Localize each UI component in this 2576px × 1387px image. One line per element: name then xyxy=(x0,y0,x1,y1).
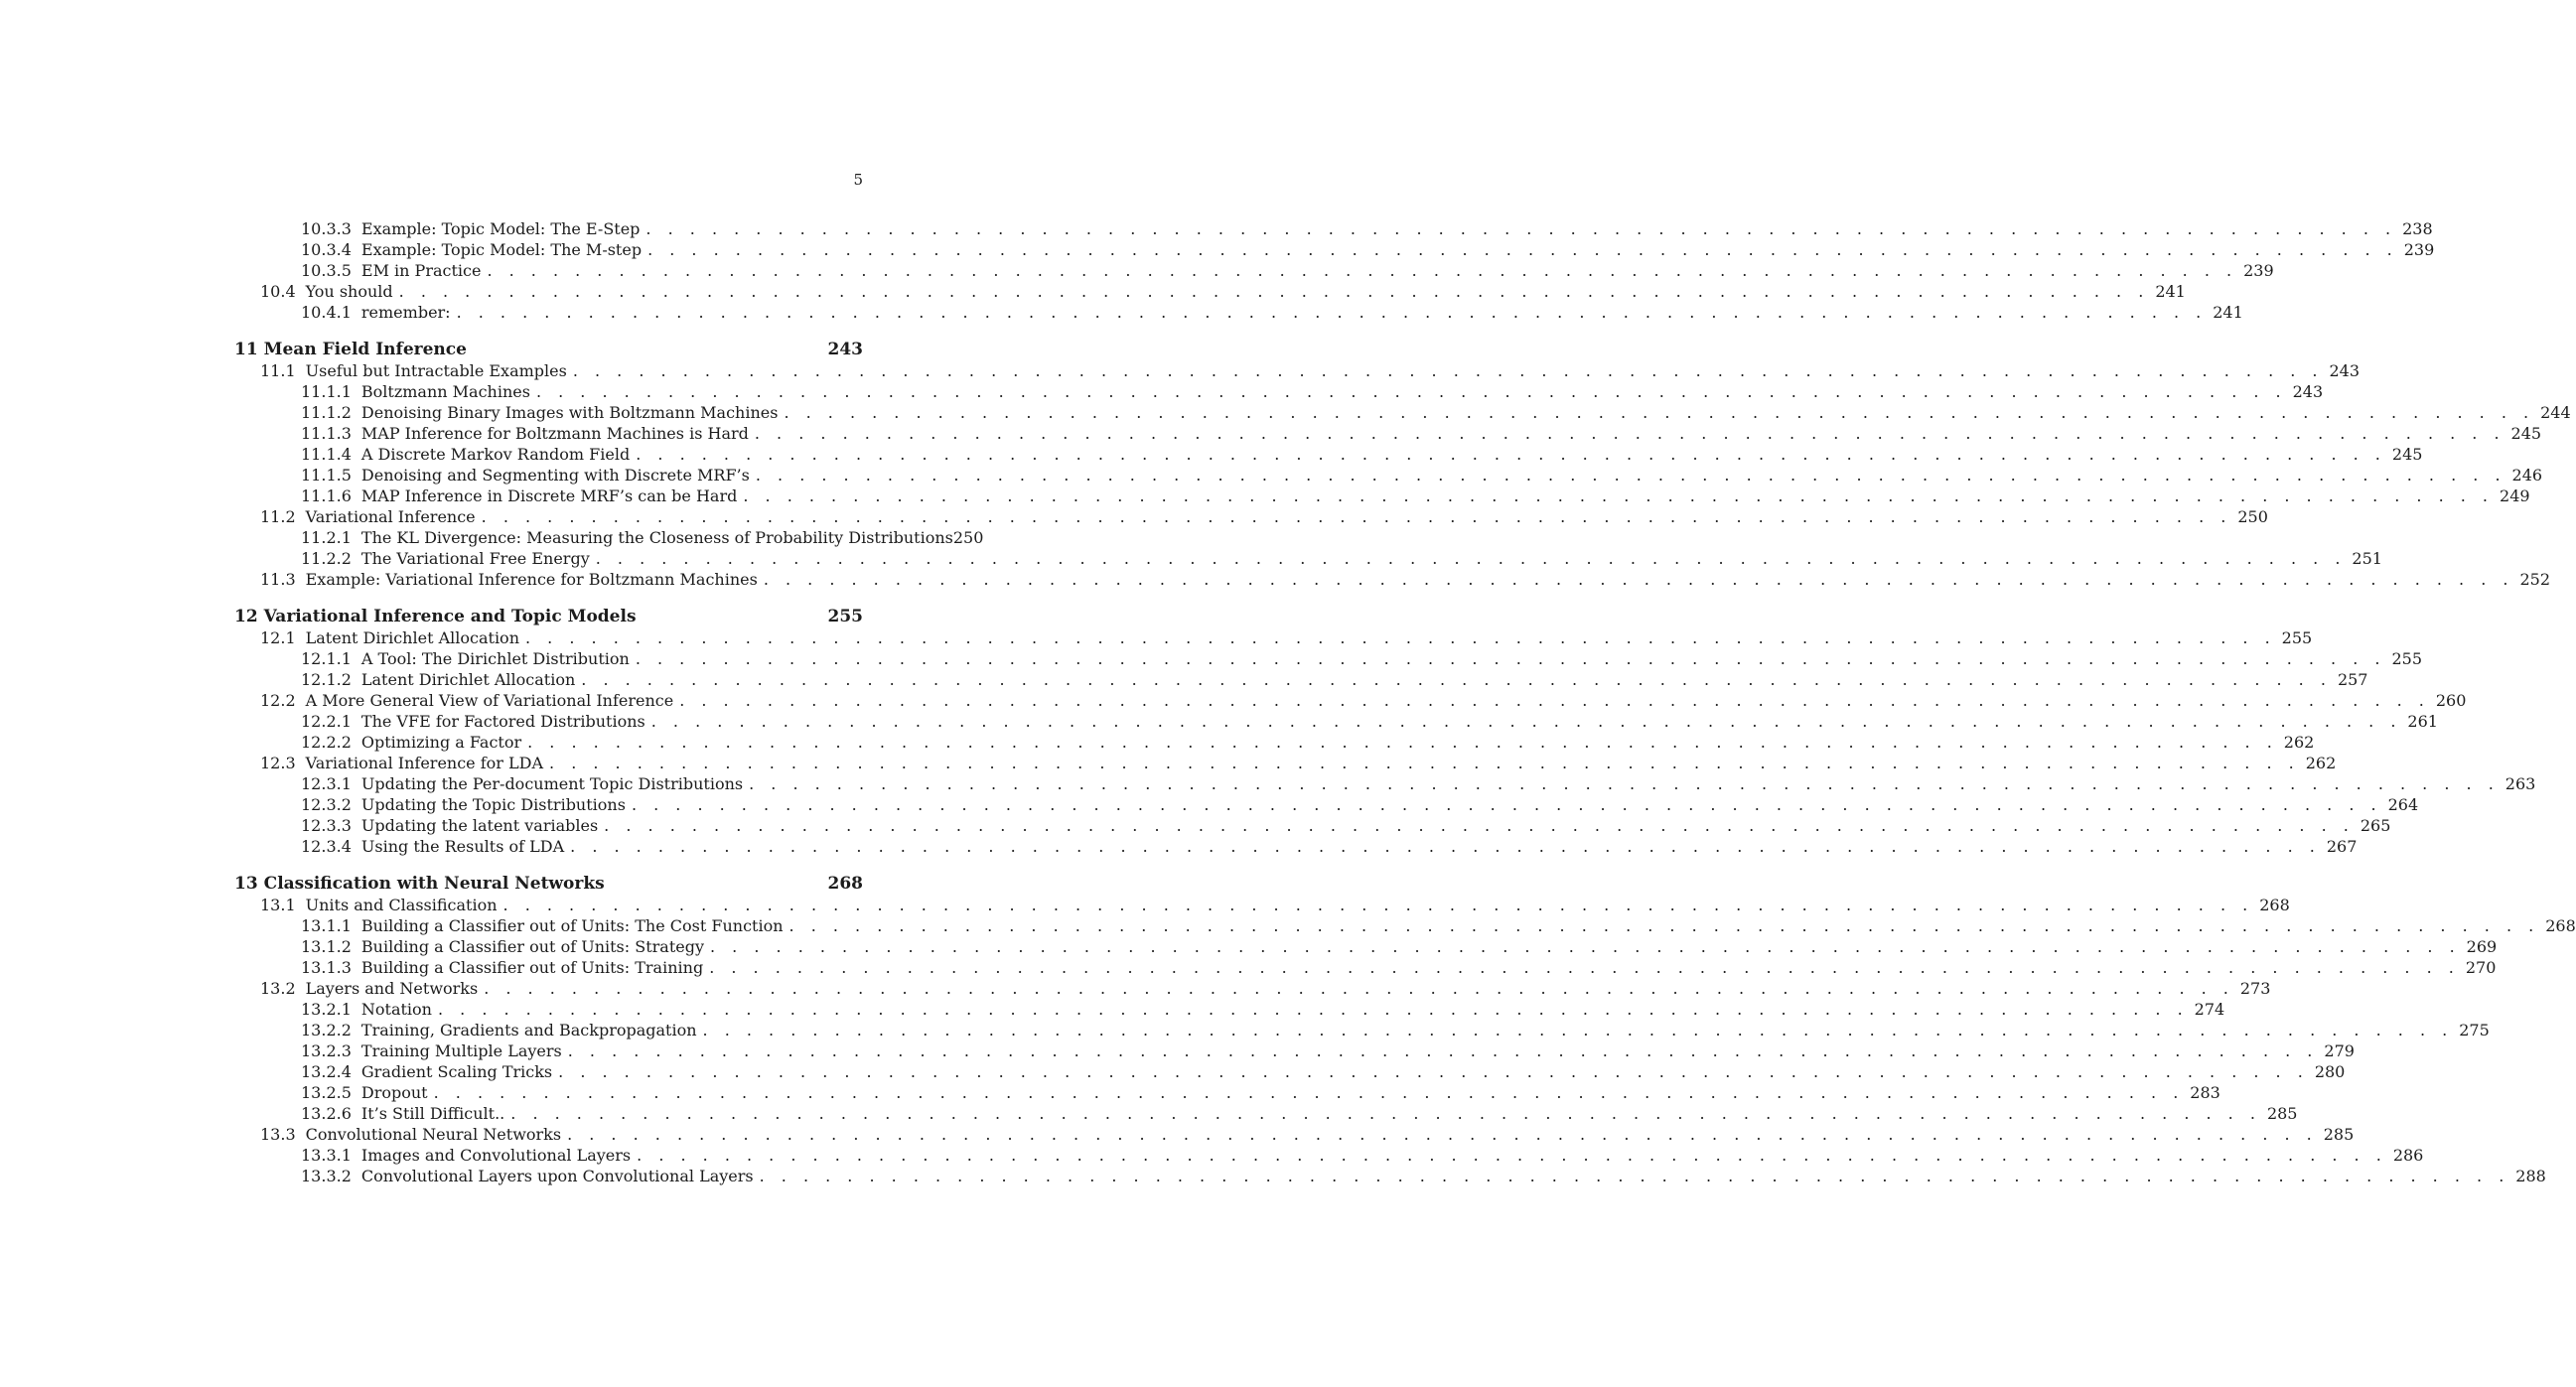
toc-entry-title: Convolutional Layers upon Convolutional Layers xyxy=(360,1167,754,1185)
toc-dot-leader: . . . . . . . . . . . . . . . . . . . . . . . . . . . . . . . . . . . . . . . . . . . . . . . . . . . . . . . . . . . . . . . . . . . . . . . . . . . . . . . . xyxy=(647,240,2398,259)
toc-dot-leader: . . . . . . . . . . . . . . . . . . . . . . . . . . . . . . . . . . . . . . . . . . . . . . . . . . . . . . . . . . . . . . . . . . . . . . . . . . . . . . . . xyxy=(636,445,2386,464)
toc-entry-page: 262 xyxy=(2283,733,2315,752)
toc-subsection[interactable] xyxy=(301,794,2419,815)
toc-entry-page: 262 xyxy=(2305,754,2337,772)
toc-entry-number: 13.2.3 xyxy=(301,1041,352,1060)
toc-subsection[interactable] xyxy=(301,957,2497,978)
toc-entry-page: 273 xyxy=(2239,979,2271,998)
toc-subsection[interactable] xyxy=(301,1166,2546,1186)
toc-entry-page: 275 xyxy=(2459,1021,2490,1040)
toc-subsection[interactable] xyxy=(301,1082,2220,1103)
toc-entry-number: 10.3.3 xyxy=(301,219,352,238)
toc-subsection[interactable] xyxy=(301,527,983,548)
toc-subsection[interactable] xyxy=(301,915,2576,936)
toc-entry-page: 274 xyxy=(2194,1000,2225,1019)
toc-entry-title: EM in Practice xyxy=(360,261,482,280)
toc-entry-number: 13.2.4 xyxy=(301,1062,352,1081)
toc-entry-number: 11.1.1 xyxy=(301,382,352,401)
toc-subsection[interactable] xyxy=(301,711,2438,732)
toc-entry-title: Variational Inference for LDA xyxy=(305,754,544,772)
toc-entry-page: 286 xyxy=(2392,1146,2424,1165)
toc-entry-number: 12.1.2 xyxy=(301,670,352,689)
toc-entry-title: Denoising Binary Images with Boltzmann Machines xyxy=(360,403,779,422)
toc-dot-leader: . . . . . . . . . . . . . . . . . . . . . . . . . . . . . . . . . . . . . . . . . . . . . . . . . . . . . . . . . . . . . . . . . . . . . . . . . . . . . . . . xyxy=(743,486,2495,505)
toc-entry-page: 244 xyxy=(2540,403,2571,422)
toc-entry-page: 263 xyxy=(2504,774,2536,793)
toc-entry-page: 268 xyxy=(2259,896,2290,914)
toc-dot-leader: . . . . . . . . . . . . . . . . . . . . . . . . . . . . . . . . . . . . . . . . . . . . . . . . . . . . . . . . . . . . . . . . . . . . . . . . . . . . . . . . xyxy=(502,896,2254,914)
toc-dot-leader: . . . . . . . . . . . . . . . . . . . . . . . . . . . . . . . . . . . . . . . . . . . . . . . . . . . . . . . . . . . . . . . . . . . . . . . . . . . . . . . . xyxy=(784,403,2535,422)
toc-subsection[interactable] xyxy=(301,381,2324,402)
toc-entry-page: 283 xyxy=(2190,1083,2220,1102)
toc-entry-page: 243 xyxy=(827,340,863,359)
toc-entry-title: Images and Convolutional Layers xyxy=(360,1146,632,1165)
toc-entry-title: Dropout xyxy=(360,1083,428,1102)
toc-entry-number: 13.1.3 xyxy=(301,958,352,977)
toc-dot-leader: . . . . . . . . . . . . . . . . . . . . . . . . . . . . . . . . . . . . . . . . . . . . . . . . . . . . . . . . . . . . . . . . . . . . . . . . . . . . . . . . xyxy=(763,570,2514,589)
toc-entry-number: 13.3.1 xyxy=(301,1146,352,1165)
toc-entry-title: Convolutional Neural Networks xyxy=(305,1125,562,1144)
toc-entry-page: 250 xyxy=(2237,507,2268,526)
toc-entry-page: 255 xyxy=(827,607,863,626)
toc-entry-title: Variational Inference xyxy=(305,507,476,526)
toc-entry-title: Updating the Topic Distributions xyxy=(360,795,626,814)
toc-entry-title: Optimizing a Factor xyxy=(360,733,522,752)
toc-entry-page: 252 xyxy=(2519,570,2551,589)
toc-entry-title: Example: Topic Model: The M-step xyxy=(360,240,643,259)
toc-entry-title: The KL Divergence: Measuring the Closeness of Probability Distributions xyxy=(360,528,953,547)
toc-entry-title: Variational Inference and Topic Models xyxy=(263,607,637,626)
toc-subsection[interactable] xyxy=(301,465,2543,485)
toc-section[interactable] xyxy=(260,569,2551,590)
toc-entry-title: Units and Classification xyxy=(305,896,498,914)
toc-entry-title: The VFE for Factored Distributions xyxy=(360,712,645,731)
toc-subsection[interactable] xyxy=(301,444,2423,465)
toc-dot-leader: . . . . . . . . . . . . . . . . . . . . . . . . . . . . . . . . . . . . . . . . . . . . . . . . . . . . . . . . . . . . . . . . . . . . . . . . . . . . . . . . xyxy=(754,424,2505,443)
toc-subsection[interactable] xyxy=(301,1145,2424,1166)
toc-subsection[interactable] xyxy=(301,999,2225,1020)
toc-section[interactable] xyxy=(260,360,2361,381)
toc-subsection[interactable] xyxy=(301,936,2498,957)
toc-dot-leader: . . . . . . . . . . . . . . . . . . . . . . . . . . . . . . . . . . . . . . . . . . . . . . . . . . . . . . . . . . . . . . . . . . . . . . . . . . . . . . . . xyxy=(567,1041,2319,1060)
toc-subsection[interactable] xyxy=(301,260,2274,281)
toc-dot-leader: . . . . . . . . . . . . . . . . . . . . . . . . . . . . . . . . . . . . . . . . . . . . . . . . . . . . . . . . . . . . . . . . . . . . . . . . . . . . . . . . xyxy=(572,361,2324,380)
toc-entry-page: 241 xyxy=(2155,282,2186,301)
toc-entry-title: Mean Field Inference xyxy=(263,340,467,359)
toc-subsection[interactable] xyxy=(301,1040,2355,1061)
toc-dot-leader: . . . . . . . . . . . . . . . . . . . . . . . . . . . . . . . . . . . . . . . . . . . . . . . . . . . . . . . . . . . . . . . . . . . . . . . . . . . . . . . . xyxy=(679,691,2430,710)
toc-entry-number: 12.1.1 xyxy=(301,649,352,668)
toc-dot-leader: . . . . . . . . . . . . . . . . . . . . . . . . . . . . . . . . . . . . . . . . . . . . . . . . . . . . . . . . . . . . . . . . . . . . . . . . . . . . . . . . xyxy=(635,649,2386,668)
toc-entry-title: remember: xyxy=(360,303,451,322)
toc-entry-page: 268 xyxy=(827,874,863,894)
toc-entry-page: 243 xyxy=(2292,382,2324,401)
toc-entry-number: 12.3.2 xyxy=(301,795,352,814)
toc-entry-number: 12.2.1 xyxy=(301,712,352,731)
toc-dot-leader: . . . . . . . . . . . . . . . . . . . . . . . . . . . . . . . . . . . . . . . . . . . . . . . . . . . . . . . . . . . . . . . . . . . . . . . . . . . . . . . . xyxy=(527,733,2278,752)
toc-entry-page: 285 xyxy=(2323,1125,2355,1144)
toc-entry-title: MAP Inference for Boltzmann Machines is Hard xyxy=(360,424,749,443)
toc-entry-number: 13.2.6 xyxy=(301,1104,352,1123)
toc-entry-title: Latent Dirichlet Allocation xyxy=(360,670,576,689)
toc-subsection[interactable] xyxy=(301,669,2368,690)
toc-entry-title: The Variational Free Energy xyxy=(360,549,590,568)
toc-subsection[interactable] xyxy=(301,773,2536,794)
toc-entry-page: 260 xyxy=(2435,691,2467,710)
toc-entry-number: 13.2.2 xyxy=(301,1021,352,1040)
toc-subsection[interactable] xyxy=(301,1061,2346,1082)
toc-entry-page: 239 xyxy=(2243,261,2274,280)
toc-dot-leader: . . . . . . . . . . . . . . . . . . . . . . . . . . . . . . . . . . . . . . . . . . . . . . . . . . . . . . . . . . . . . . . . . . . . . . . . . . . . . . . . xyxy=(487,261,2238,280)
toc-entry-title: Layers and Networks xyxy=(305,979,479,998)
toc-chapter[interactable] xyxy=(234,340,863,360)
toc-dot-leader: . . . . . . . . . . . . . . . . . . . . . . . . . . . . . . . . . . . . . . . . . . . . . . . . . . . . . . . . . . . . . . . . . . . . . . . . . . . . . . . . xyxy=(481,507,2232,526)
toc-entry-page: 243 xyxy=(2329,361,2361,380)
toc-dot-leader: . . . . . . . . . . . . . . . . . . . . . . . . . . . . . . . . . . . . . . . . . . . . . . . . . . . . . . . . . . . . . . . . . . . . . . . . . . . . . . . . xyxy=(755,466,2506,485)
toc-entry-number: 13.1 xyxy=(260,896,296,914)
toc-entry-page: 239 xyxy=(2403,240,2435,259)
toc-dot-leader: . . . . . . . . . . . . . . . . . . . . . . . . . . . . . . . . . . . . . . . . . . . . . . . . . . . . . . . . . . . . . . . . . . . . . . . . . . . . . . . . xyxy=(433,1083,2185,1102)
toc-entry-page: 268 xyxy=(2545,916,2576,935)
toc-dot-leader: . . . . . . . . . . . . . . . . . . . . . . . . . . . . . . . . . . . . . . . . . . . . . . . . . . . . . . . . . . . . . . . . . . . . . . . . . . . . . . . . xyxy=(595,549,2347,568)
toc-entry-title: Training Multiple Layers xyxy=(360,1041,562,1060)
toc-entry-number: 12.3.3 xyxy=(301,816,352,835)
toc-entry-number: 12.2.2 xyxy=(301,733,352,752)
toc-entry-number: 10.3.4 xyxy=(301,240,352,259)
toc-entry-page: 279 xyxy=(2324,1041,2355,1060)
toc-entry-title: MAP Inference in Discrete MRF’s can be Hard xyxy=(360,486,738,505)
toc-subsection[interactable] xyxy=(301,485,2530,506)
toc-entry-title: Building a Classifier out of Units: Training xyxy=(360,958,704,977)
toc-dot-leader: . . . . . . . . . . . . . . . . . . . . . . . . . . . . . . . . . . . . . . . . . . . . . . . . . . . . . . . . . . . . . . . . . . . . . . . . . . . . . . . . xyxy=(456,303,2208,322)
toc-entry-number: 11.1 xyxy=(260,361,296,380)
toc-entry-page: 257 xyxy=(2337,670,2368,689)
toc-subsection[interactable] xyxy=(301,218,2433,239)
toc-entry-number: 11.1.2 xyxy=(301,403,352,422)
toc-entry-number: 12 xyxy=(234,607,258,626)
toc-entry-title: Using the Results of LDA xyxy=(360,837,565,856)
toc-entry-number: 12.3.4 xyxy=(301,837,352,856)
toc-entry-title: Gradient Scaling Tricks xyxy=(360,1062,553,1081)
toc-entry-title: Updating the Per-document Topic Distributions xyxy=(360,774,744,793)
toc-entry-page: 255 xyxy=(2391,649,2423,668)
toc-dot-leader: . . . . . . . . . . . . . . . . . . . . . . . . . . . . . . . . . . . . . . . . . . . . . . . . . . . . . . . . . . . . . . . . . . . . . . . . . . . . . . . . xyxy=(398,282,2150,301)
toc-entry-page: 265 xyxy=(2360,816,2391,835)
toc-subsection[interactable] xyxy=(301,239,2435,260)
toc-subsection[interactable] xyxy=(301,1103,2298,1124)
toc-entry-number: 11 xyxy=(234,340,258,359)
toc-chapter[interactable] xyxy=(234,607,863,627)
toc-entry-number: 12.1 xyxy=(260,628,296,647)
toc-dot-leader: . . . . . . . . . . . . . . . . . . . . . . . . . . . . . . . . . . . . . . . . . . . . . . . . . . . . . . . . . . . . . . . . . . . . . . . . . . . . . . . . xyxy=(702,1021,2454,1040)
toc-section[interactable] xyxy=(260,506,2268,527)
page-number: 5 xyxy=(853,171,863,189)
toc-entry-number: 12.3 xyxy=(260,754,296,772)
toc-entry-title: Example: Topic Model: The E-Step xyxy=(360,219,641,238)
toc-entry-page: 269 xyxy=(2466,937,2498,956)
toc-entry-title: Latent Dirichlet Allocation xyxy=(305,628,519,647)
toc-entry-number: 10.4 xyxy=(260,282,296,301)
toc-entry-title: Training, Gradients and Backpropagation xyxy=(360,1021,697,1040)
toc-entry-number: 13.1.2 xyxy=(301,937,352,956)
toc-entry-number: 10.4.1 xyxy=(301,303,352,322)
toc-entry-number: 13.3 xyxy=(260,1125,296,1144)
toc-section[interactable] xyxy=(260,978,2271,999)
toc-entry-number: 11.2.2 xyxy=(301,549,352,568)
toc-entry-number: 11.1.5 xyxy=(301,466,352,485)
toc-entry-number: 11.2.1 xyxy=(301,528,352,547)
toc-entry-title: Updating the latent variables xyxy=(360,816,599,835)
toc-entry-page: 238 xyxy=(2402,219,2433,238)
toc-entry-page: 270 xyxy=(2465,958,2497,977)
toc-subsection[interactable] xyxy=(301,732,2315,753)
toc-section[interactable] xyxy=(260,1124,2355,1145)
toc-entry-page: 245 xyxy=(2391,445,2423,464)
toc-dot-leader: . . . . . . . . . . . . . . . . . . . . . . . . . . . . . . . . . . . . . . . . . . . . . . . . . . . . . . . . . . . . . . . . . . . . . . . . . . . . . . . . xyxy=(637,1146,2387,1165)
toc-entry-title: Classification with Neural Networks xyxy=(263,874,605,894)
toc-dot-leader: . . . . . . . . . . . . . . . . . . . . . . . . . . . . . . . . . . . . . . . . . . . . . . . . . . . . . . . . . . . . . . . . . . . . . . . . . . . . . . . . xyxy=(645,219,2397,238)
toc-dot-leader: . . . . . . . . . . . . . . . . . . . . . . . . . . . . . . . . . . . . . . . . . . . . . . . . . . . . . . . . . . . . . . . . . . . . . . . . . . . . . . . . xyxy=(650,712,2402,731)
toc-section[interactable] xyxy=(260,627,2313,648)
toc-subsection[interactable] xyxy=(301,1020,2490,1040)
toc-subsection[interactable] xyxy=(301,402,2571,423)
toc-entry-page: 288 xyxy=(2515,1167,2546,1185)
toc-entry-title: Example: Variational Inference for Boltzmann Machines xyxy=(305,570,758,589)
toc-entry-page: 246 xyxy=(2511,466,2543,485)
toc-subsection[interactable] xyxy=(301,648,2423,669)
toc-dot-leader: . . . . . . . . . . . . . . . . . . . . . . . . . . . . . . . . . . . . . . . . . . . . . . . . . . . . . . . . . . . . . . . . . . . . . . . . . . . . . . . . xyxy=(710,937,2461,956)
toc-entry-number: 13.3.2 xyxy=(301,1167,352,1185)
toc-entry-number: 12.2 xyxy=(260,691,296,710)
toc-subsection[interactable] xyxy=(301,423,2542,444)
toc-entry-title: Denoising and Segmenting with Discrete MRF’s xyxy=(360,466,750,485)
toc-dot-leader: . . . . . . . . . . . . . . . . . . . . . . . . . . . . . . . . . . . . . . . . . . . . . . . . . . . . . . . . . . . . . . . . . . . . . . . . . . . . . . . . xyxy=(709,958,2460,977)
toc-section[interactable] xyxy=(260,753,2337,773)
toc-entry-page: 251 xyxy=(2352,549,2382,568)
toc-entry-page: 245 xyxy=(2510,424,2542,443)
toc-entry-title: A Discrete Markov Random Field xyxy=(360,445,631,464)
toc-dot-leader: . . . . . . . . . . . . . . . . . . . . . . . . . . . . . . . . . . . . . . . . . . . . . . . . . . . . . . . . . . . . . . . . . . . . . . . . . . . . . . . . xyxy=(525,628,2276,647)
toc-dot-leader: . . . . . . . . . . . . . . . . . . . . . . . . . . . . . . . . . . . . . . . . . . . . . . . . . . . . . . . . . . . . . . . . . . . . . . . . . . . . . . . . xyxy=(535,382,2287,401)
toc-dot-leader: . . . . . . . . . . . . . . . . . . . . . . . . . . . . . . . . . . . . . . . . . . . . . . . . . . . . . . . . . . . . . . . . . . . . . . . . . . . . . . . . xyxy=(759,1167,2510,1185)
toc-entry-number: 13.1.1 xyxy=(301,916,352,935)
toc-entry-page: 285 xyxy=(2266,1104,2298,1123)
toc-entry-title: You should xyxy=(305,282,393,301)
toc-dot-leader: . . . . . . . . . . . . . . . . . . . . . . . . . . . . . . . . . . . . . . . . . . . . . . . . . . . . . . . . . . . . . . . . . . . . . . . . . . . . . . . . xyxy=(510,1104,2261,1123)
toc-entry-title: A Tool: The Dirichlet Distribution xyxy=(360,649,630,668)
toc-entry-title: Useful but Intractable Examples xyxy=(305,361,567,380)
toc-dot-leader: . . . . . . . . . . . . . . . . . . . . . . . . . . . . . . . . . . . . . . . . . . . . . . . . . . . . . . . . . . . . . . . . . . . . . . . . . . . . . . . . xyxy=(788,916,2540,935)
toc-entry-title: Building a Classifier out of Units: The Cost Function xyxy=(360,916,784,935)
toc-entry-page: 264 xyxy=(2387,795,2419,814)
toc-subsection[interactable] xyxy=(301,548,2382,569)
toc-entry-number: 11.1.4 xyxy=(301,445,352,464)
toc-dot-leader: . . . . . . . . . . . . . . . . . . . . . . . . . . . . . . . . . . . . . . . . . . . . . . . . . . . . . . . . . . . . . . . . . . . . . . . . . . . . . . . . xyxy=(437,1000,2189,1019)
toc-dot-leader: . . . . . . . . . . . . . . . . . . . . . . . . . . . . . . . . . . . . . . . . . . . . . . . . . . . . . . . . . . . . . . . . . . . . . . . . . . . . . . . . xyxy=(567,1125,2318,1144)
toc-entry-number: 11.1.6 xyxy=(301,486,352,505)
toc-entry-page: 261 xyxy=(2407,712,2438,731)
toc-entry-number: 11.3 xyxy=(260,570,296,589)
toc-entry-number: 13.2 xyxy=(260,979,296,998)
toc-chapter[interactable] xyxy=(234,874,863,895)
toc-section[interactable] xyxy=(260,690,2467,711)
toc-entry-number: 12.3.1 xyxy=(301,774,352,793)
toc-entry-number: 11.2 xyxy=(260,507,296,526)
toc-subsection[interactable] xyxy=(301,815,2391,836)
toc-dot-leader: . . . . . . . . . . . . . . . . . . . . . . . . . . . . . . . . . . . . . . . . . . . . . . . . . . . . . . . . . . . . . . . . . . . . . . . . . . . . . . . . xyxy=(631,795,2382,814)
toc-dot-leader: . . . . . . . . . . . . . . . . . . . . . . . . . . . . . . . . . . . . . . . . . . . . . . . . . . . . . . . . . . . . . . . . . . . . . . . . . . . . . . . . xyxy=(558,1062,2309,1081)
toc-dot-leader: . . . . . . . . . . . . . . . . . . . . . . . . . . . . . . . . . . . . . . . . . . . . . . . . . . . . . . . . . . . . . . . . . . . . . . . . . . . . . . . . xyxy=(549,754,2300,772)
toc-entry-page: 250 xyxy=(952,528,984,547)
toc-entry-number: 10.3.5 xyxy=(301,261,352,280)
toc-subsection[interactable] xyxy=(301,836,2358,857)
toc-entry-number: 13.2.5 xyxy=(301,1083,352,1102)
toc-entry-title: A More General View of Variational Inference xyxy=(305,691,674,710)
toc-entry-page: 255 xyxy=(2281,628,2313,647)
toc-entry-title: It’s Still Difficult.. xyxy=(360,1104,505,1123)
toc-entry-title: Boltzmann Machines xyxy=(360,382,530,401)
toc-dot-leader: . . . . . . . . . . . . . . . . . . . . . . . . . . . . . . . . . . . . . . . . . . . . . . . . . . . . . . . . . . . . . . . . . . . . . . . . . . . . . . . . xyxy=(570,837,2321,856)
toc-dot-leader: . . . . . . . . . . . . . . . . . . . . . . . . . . . . . . . . . . . . . . . . . . . . . . . . . . . . . . . . . . . . . . . . . . . . . . . . . . . . . . . . xyxy=(749,774,2500,793)
toc-entry-number: 13 xyxy=(234,874,258,894)
toc-section[interactable] xyxy=(260,895,2290,915)
toc-subsection[interactable] xyxy=(301,302,2243,323)
toc-entry-page: 280 xyxy=(2314,1062,2346,1081)
toc-entry-title: Notation xyxy=(360,1000,432,1019)
toc-entry-page: 249 xyxy=(2500,486,2530,505)
toc-entry-page: 267 xyxy=(2326,837,2358,856)
toc-entry-number: 13.2.1 xyxy=(301,1000,352,1019)
toc-dot-leader: . . . . . . . . . . . . . . . . . . . . . . . . . . . . . . . . . . . . . . . . . . . . . . . . . . . . . . . . . . . . . . . . . . . . . . . . . . . . . . . . xyxy=(581,670,2332,689)
toc-entry-page: 241 xyxy=(2213,303,2243,322)
toc-entry-number: 11.1.3 xyxy=(301,424,352,443)
toc-section[interactable] xyxy=(260,281,2186,302)
toc-dot-leader: . . . . . . . . . . . . . . . . . . . . . . . . . . . . . . . . . . . . . . . . . . . . . . . . . . . . . . . . . . . . . . . . . . . . . . . . . . . . . . . . xyxy=(484,979,2234,998)
toc-dot-leader: . . . . . . . . . . . . . . . . . . . . . . . . . . . . . . . . . . . . . . . . . . . . . . . . . . . . . . . . . . . . . . . . . . . . . . . . . . . . . . . . xyxy=(604,816,2355,835)
toc-entry-title: Building a Classifier out of Units: Strategy xyxy=(360,937,704,956)
